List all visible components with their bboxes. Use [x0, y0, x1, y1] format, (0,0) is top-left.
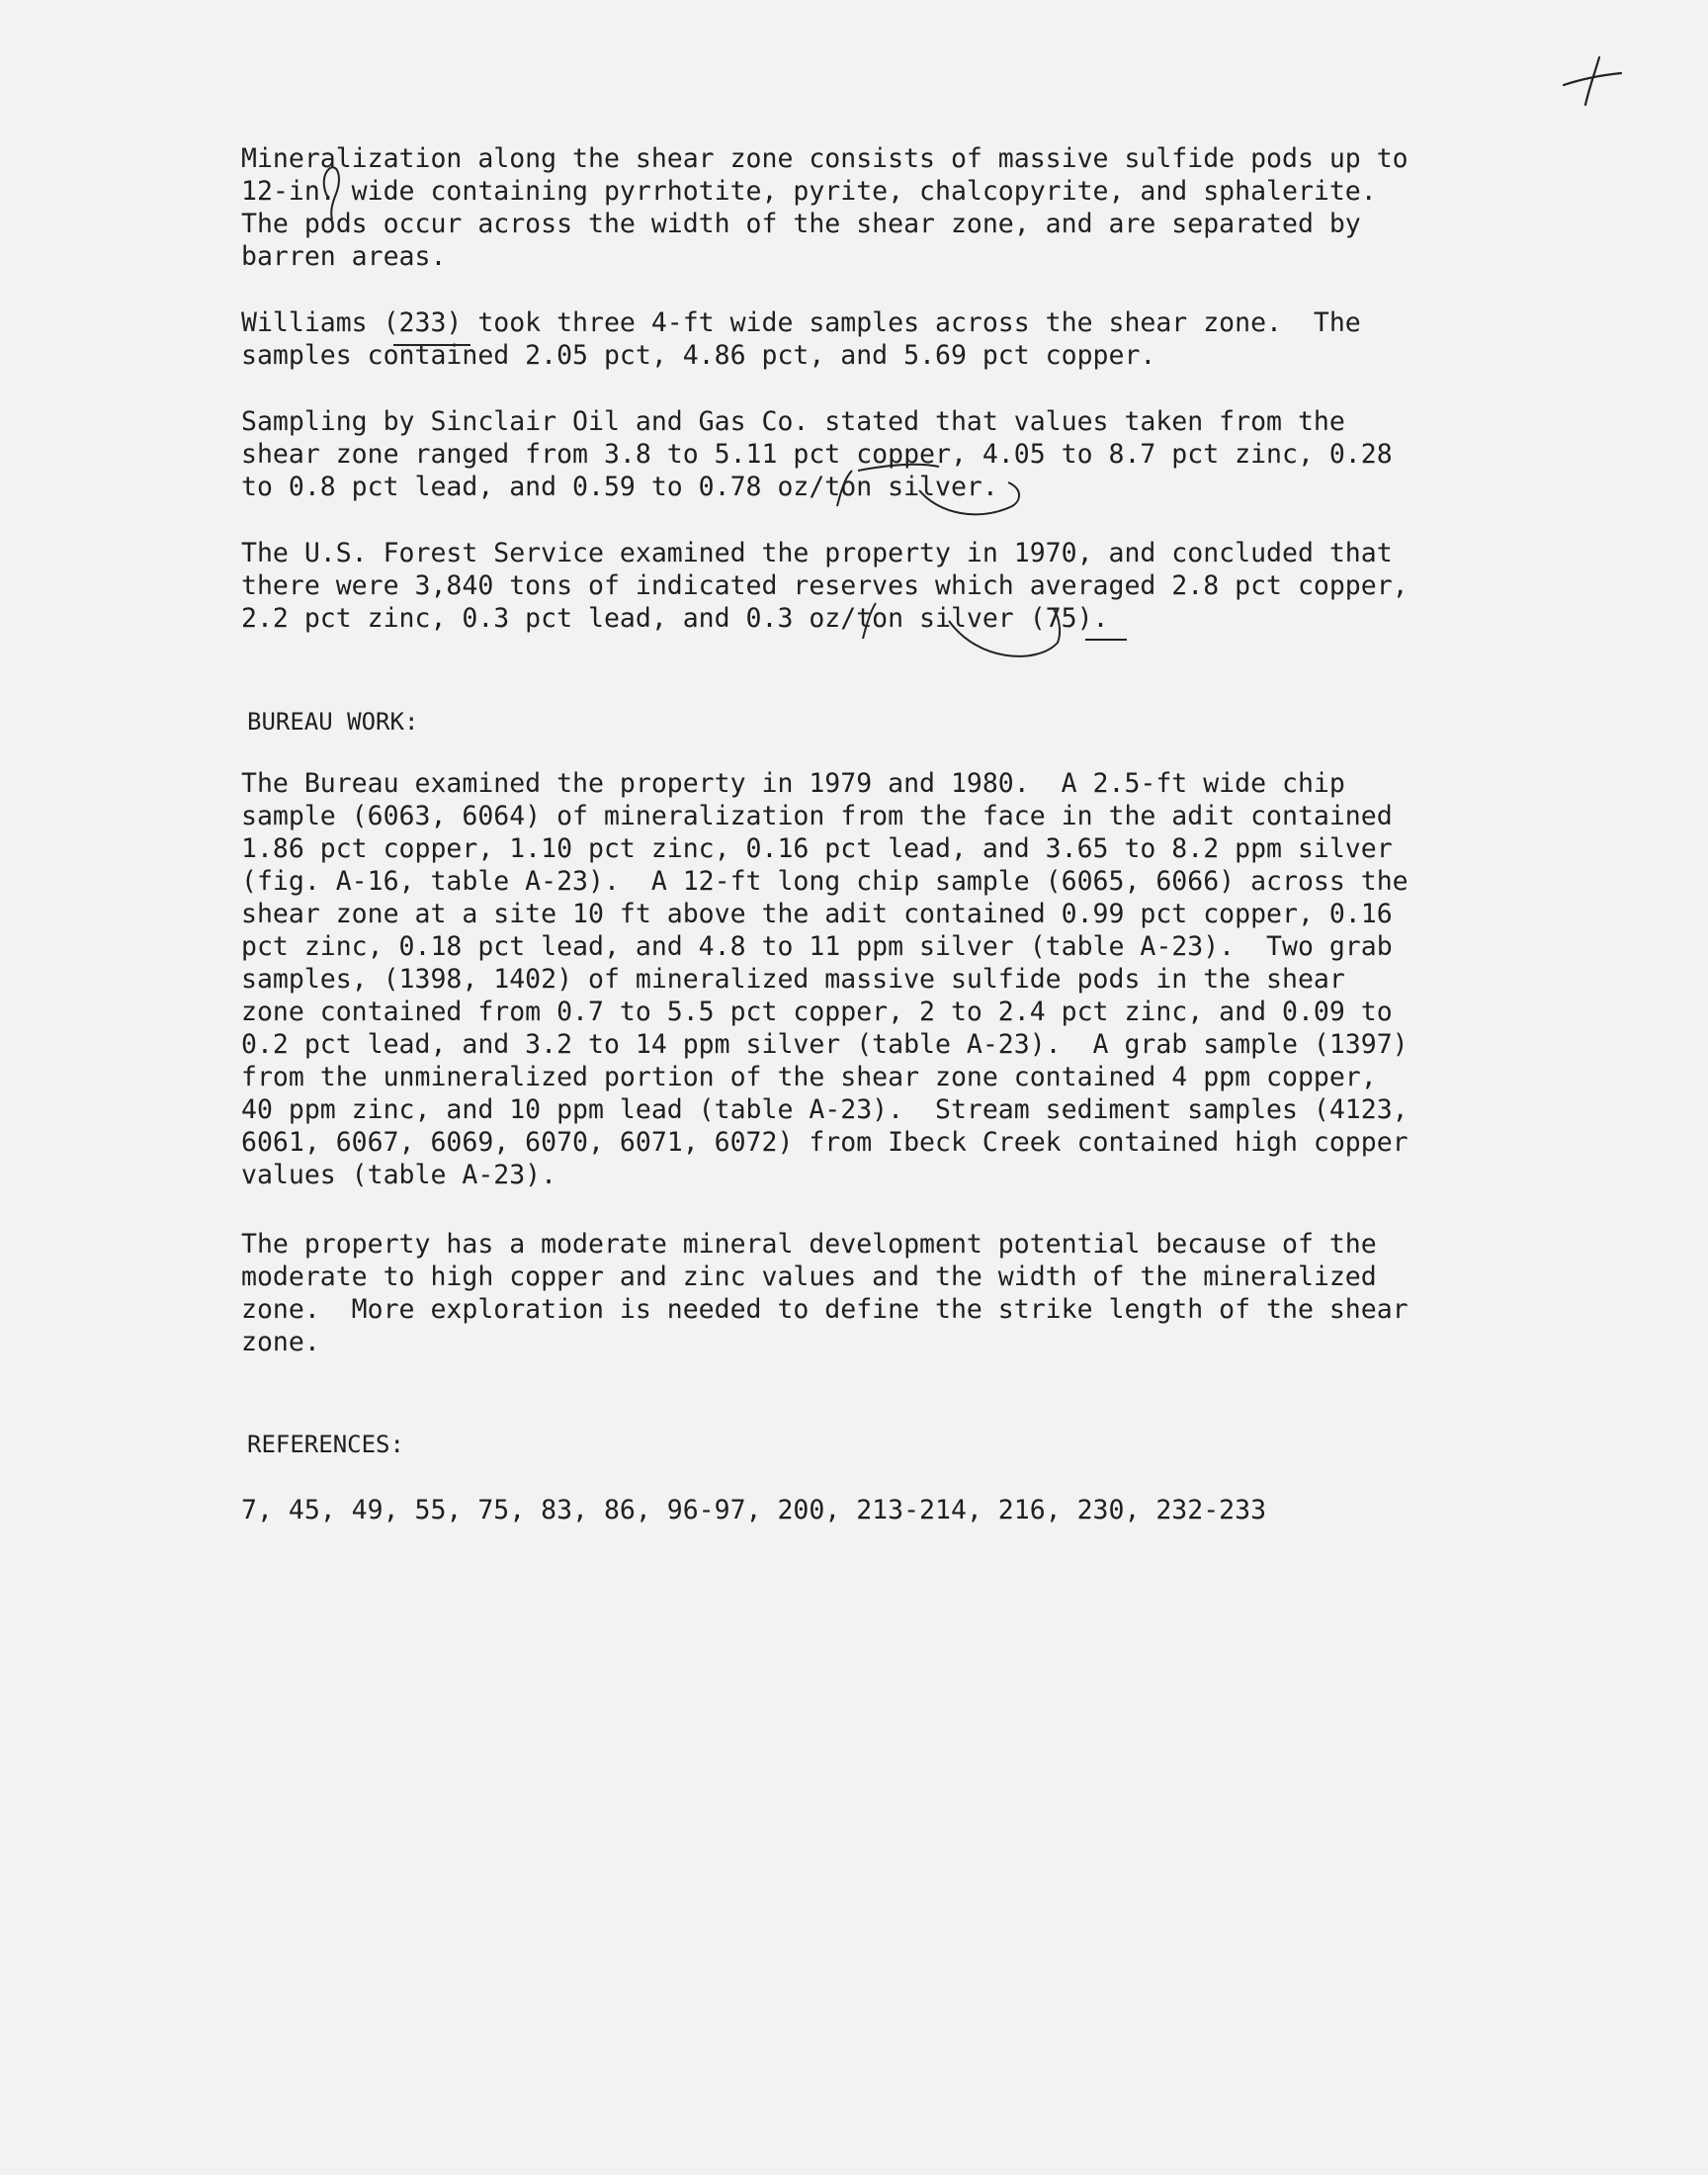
- paragraph-development-potential: The property has a moderate mineral development potential because of the moderate to high copper and zinc values and the width of the mineralized zone. More exploration is needed to define the strike length of the shear zone.: [241, 1229, 1409, 1357]
- paragraph-bureau-examination: The Bureau examined the property in 1979 and 1980. A 2.5-ft wide chip sample (6063, 6064) of mineralization from the face in the adit contained 1.86 pct copper, 1.10 pct zinc, 0.16 pct lead, and 3.65 to 8.2 ppm silver (fig. A-16, table A-23). A 12-ft long chip sample (6065, 6066) across the shear zone at a site 10 ft above the adit contained 0.99 pct copper, 0.16 pct zinc, 0.18 pct lead, and 4.8 to 11 ppm silver (table A-23). Two grab samples, (1398, 1402) of mineralized massive sulfide pods in the shear zone contained from 0.7 to 5.5 pct copper, 2 to 2.4 pct zinc, and 0.09 to 0.2 pct lead, and 3.2 to 14 ppm silver (table A-23). A grab sample (1397) from the unmineralized portion of the shear zone contained 4 ppm copper, 40 ppm zinc, and 10 ppm lead (table A-23). Stream sediment samples (4123, 6061, 6067, 6069, 6070, 6071, 6072) from Ibeck Creek contained high copper values (table A-23).: [241, 768, 1409, 1190]
- handwritten-plus-mark: [1550, 51, 1629, 111]
- paragraph-sinclair: Sampling by Sinclair Oil and Gas Co. stated that values taken from the shear zone ranged from 3.8 to 5.11 pct copper, 4.05 to 8.7 pct zinc, 0.28 to 0.8 pct lead, and 0.59 to 0.78 oz/ton silver.: [241, 406, 1393, 502]
- references-list: 7, 45, 49, 55, 75, 83, 86, 96-97, 200, 213-214, 216, 230, 232-233: [241, 1495, 1267, 1525]
- bureau-work-heading: BUREAU WORK:: [247, 708, 419, 736]
- paragraph-forest-service: The U.S. Forest Service examined the property in 1970, and concluded that there were 3,840 tons of indicated reserves which averaged 2.8 pct copper, 2.2 pct zinc, 0.3 pct lead, and 0.3 oz/ton silver (75).: [241, 538, 1409, 634]
- paragraph-mineralization: Mineralization along the shear zone consists of massive sulfide pods up to 12-in. wide containing pyrrhotite, pyrite, chalcopyrite, and sphalerite. The pods occur across the width of the shear zone, and are separated by barren areas.: [241, 143, 1409, 272]
- references-heading: REFERENCES:: [247, 1431, 404, 1458]
- paragraph-williams: Williams (233) took three 4-ft wide samples across the shear zone. The samples contained 2.05 pct, 4.86 pct, and 5.69 pct copper.: [241, 307, 1361, 371]
